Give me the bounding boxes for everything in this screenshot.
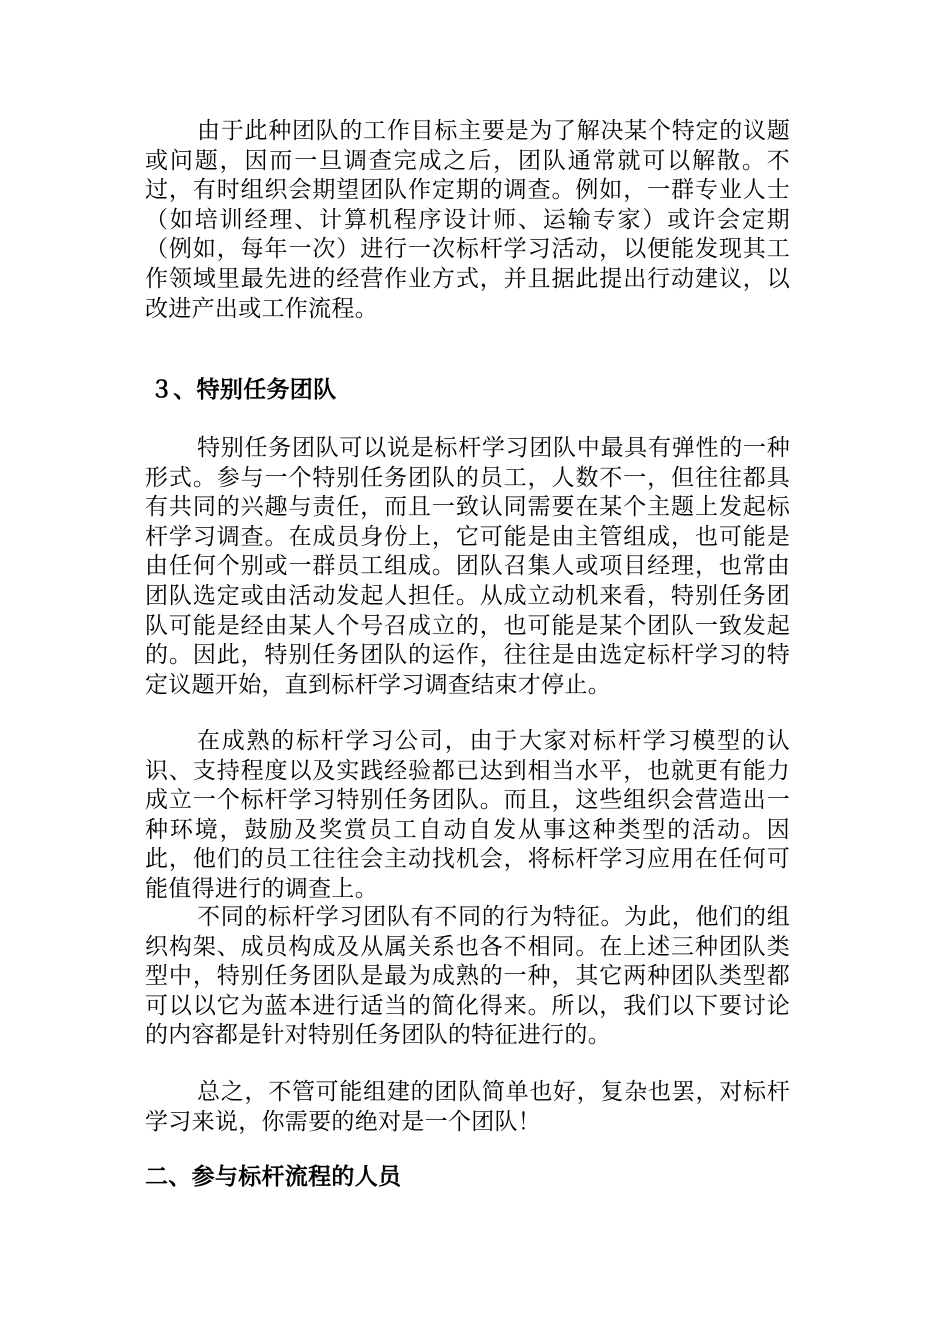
body-paragraph: 特别任务团队可以说是标杆学习团队中最具有弹性的一种形式。参与一个特别任务团队的员工，人数不一，但往往都具有共同的兴趣与责任，而且一致认同需要在某个主题上发起标杆学习调查。在成员身份上，它可能是由主管组成，也可能是由任何个别或一群员工组成。团队召集人或项目经理，也常由团队选定或由活动发起人担任。从成立动机来看，特别任务团队可能是经由某人个号召成立的，也可能是某个团队一致发起的。因此，特别任务团队的运作，往往是由选定标杆学习的特定议题开始，直到标杆学习调查结束才停止。 (145, 435, 790, 698)
body-paragraph: 在成熟的标杆学习公司，由于大家对标杆学习模型的认识、支持程度以及实践经验都已达到相当水平，也就更有能力成立一个标杆学习特别任务团队。而且，这些组织会营造出一种环境，鼓励及奖赏员工自动自发从事这种类型的活动。因此，他们的员工往往会主动找机会，将标杆学习应用在任何可能值得进行的调查上。 (145, 728, 790, 902)
body-paragraph: 总之，不管可能组建的团队简单也好，复杂也罢，对标杆学习来说，你需要的绝对是一个团队！ (145, 1079, 790, 1135)
chapter-heading: 二、参与标杆流程的人员 (145, 1163, 402, 1190)
body-paragraph: 不同的标杆学习团队有不同的行为特征。为此，他们的组织构架、成员构成及从属关系也各不相同。在上述三种团队类型中，特别任务团队是最为成熟的一种，其它两种团队类型都可以以它为蓝本进行适当的简化得来。所以，我们以下要讨论的内容都是针对特别任务团队的特征进行的。 (145, 904, 790, 1049)
body-paragraph: 由于此种团队的工作目标主要是为了解决某个特定的议题或问题，因而一旦调查完成之后，团队通常就可以解散。不过，有时组织会期望团队作定期的调查。例如，一群专业人士（如培训经理、计算机程序设计师、运输专家）或许会定期（例如，每年一次）进行一次标杆学习活动，以便能发现其工作领域里最先进的经营作业方式，并且据此提出行动建议，以改进产出或工作流程。 (145, 118, 790, 322)
section-heading: ３、特别任务团队 (150, 376, 337, 403)
